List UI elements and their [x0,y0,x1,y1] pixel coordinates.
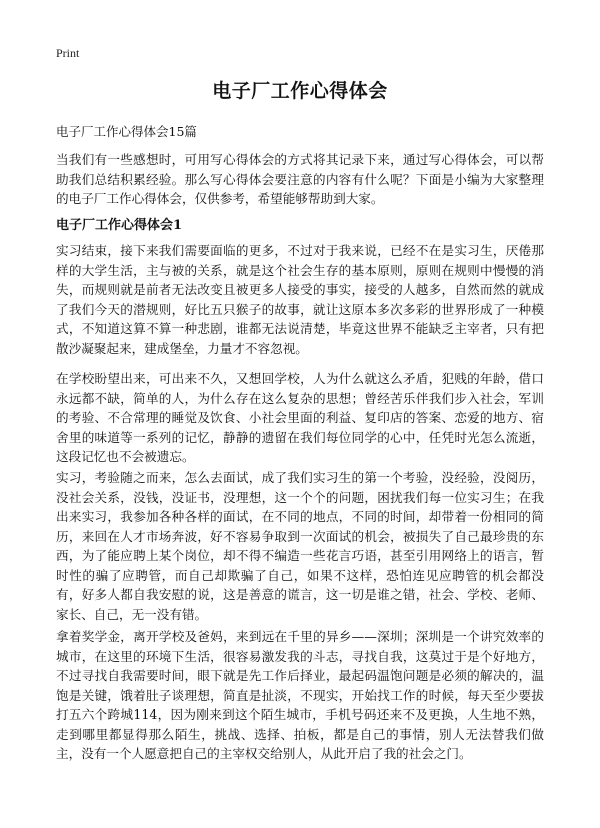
document-subtitle: 电子厂工作心得体会15篇 [56,124,197,139]
body-paragraph-4: 拿着奖学金，离开学校及爸妈，来到远在千里的异乡——深圳；深圳是一个讲究效率的城市，在这里的环境下生活，很容易激发我的斗志，寻找自我，这莫过于是个好地方，不过寻找自我需要时间，眼下就是先工作后择业，最起码温饱问题是必须的解决的，温饱是关键，饿着肚子谈理想，简直是扯淡，不现实，开始找工作的时候，每天至少要拔打五六个跨城114，因为刚来到这个陌生城市，手机号码还来不及更换，人生地不熟，走到哪里都显得那么陌生，挑战、选择、拍板，都是自己的事情，别人无法替我们做主，没有一个人愿意把自己的主宰权交给别人，从此开启了我的社会之门。 [56,629,544,761]
section-heading: 电子厂工作心得体会1 [56,218,183,233]
intro-paragraph: 当我们有一些感想时，可用写心得体会的方式将其记录下来，通过写心得体会，可以帮助我们总结积累经验。那么写心得体会要注意的内容有什么呢？下面是小编为大家整理的电子厂工作心得体会，仅供参考，希望能够帮助到大家。 [56,152,544,206]
body-paragraph-2: 在学校盼望出来，可出来不久，又想回学校，人为什么就这么矛盾，犯贱的年龄，借口永远都不缺，简单的人，为什么存在这么复杂的思想；曾经苦乐伴我们步入社会，军训的考验、不合常理的睡觉及饮食、小社会里面的利益、复印店的答案、恋爱的地方、宿舍里的味道等一系列的记忆，静静的遗留在我们每位同学的心中，任凭时光怎么流逝，这段记忆也不会被遗忘。 [56,371,544,464]
print-link[interactable]: Print [56,46,80,60]
body-paragraph-3: 实习，考验随之而来，怎么去面试，成了我们实习生的第一个考验，没经验，没阅历，没社会关系，没钱，没证书，没理想，这一个个的问题，困扰我们每一位实习生；在我出来实习，我参加各种各样的面试，在不同的地点，不同的时间，却带着一份相同的简历，来回在人才市场奔波，好不容易争取到一次面试的机会，被损失了自己最珍贵的东西，为了能应聘上某个岗位，却不得不编造一些花言巧语，甚至引用网络上的语言，暂时性的骗了应聘管，而自己却欺骗了自己，如果不这样，恐怕连见应聘管的机会都没有，好多人都自我安慰的说，这是善意的谎言，这一切是谁之错，社会、学校、老师、家长、自己，无一没有错。 [56,470,544,622]
body-paragraph-1: 实习结束，接下来我们需要面临的更多，不过对于我来说，已经不在是实习生，厌倦那样的大学生活，主与被的关系，就是这个社会生存的基本原则，原则在规则中慢慢的消失，而规则就是前者无法改变且被更多人接受的事实，接受的人越多，自然而然的就成了我们今天的潜规则，好比五只猴子的故事，就让这原本多次多彩的世界形成了一种模式，不知道这算不算一种悲剧，谁都无法说清楚，毕竟这世界不能缺乏主宰者，只有把散沙凝聚起来，建成堡垒，力量才不容忽视。 [56,243,544,356]
page-title: 电子厂工作心得体会 [212,80,388,102]
